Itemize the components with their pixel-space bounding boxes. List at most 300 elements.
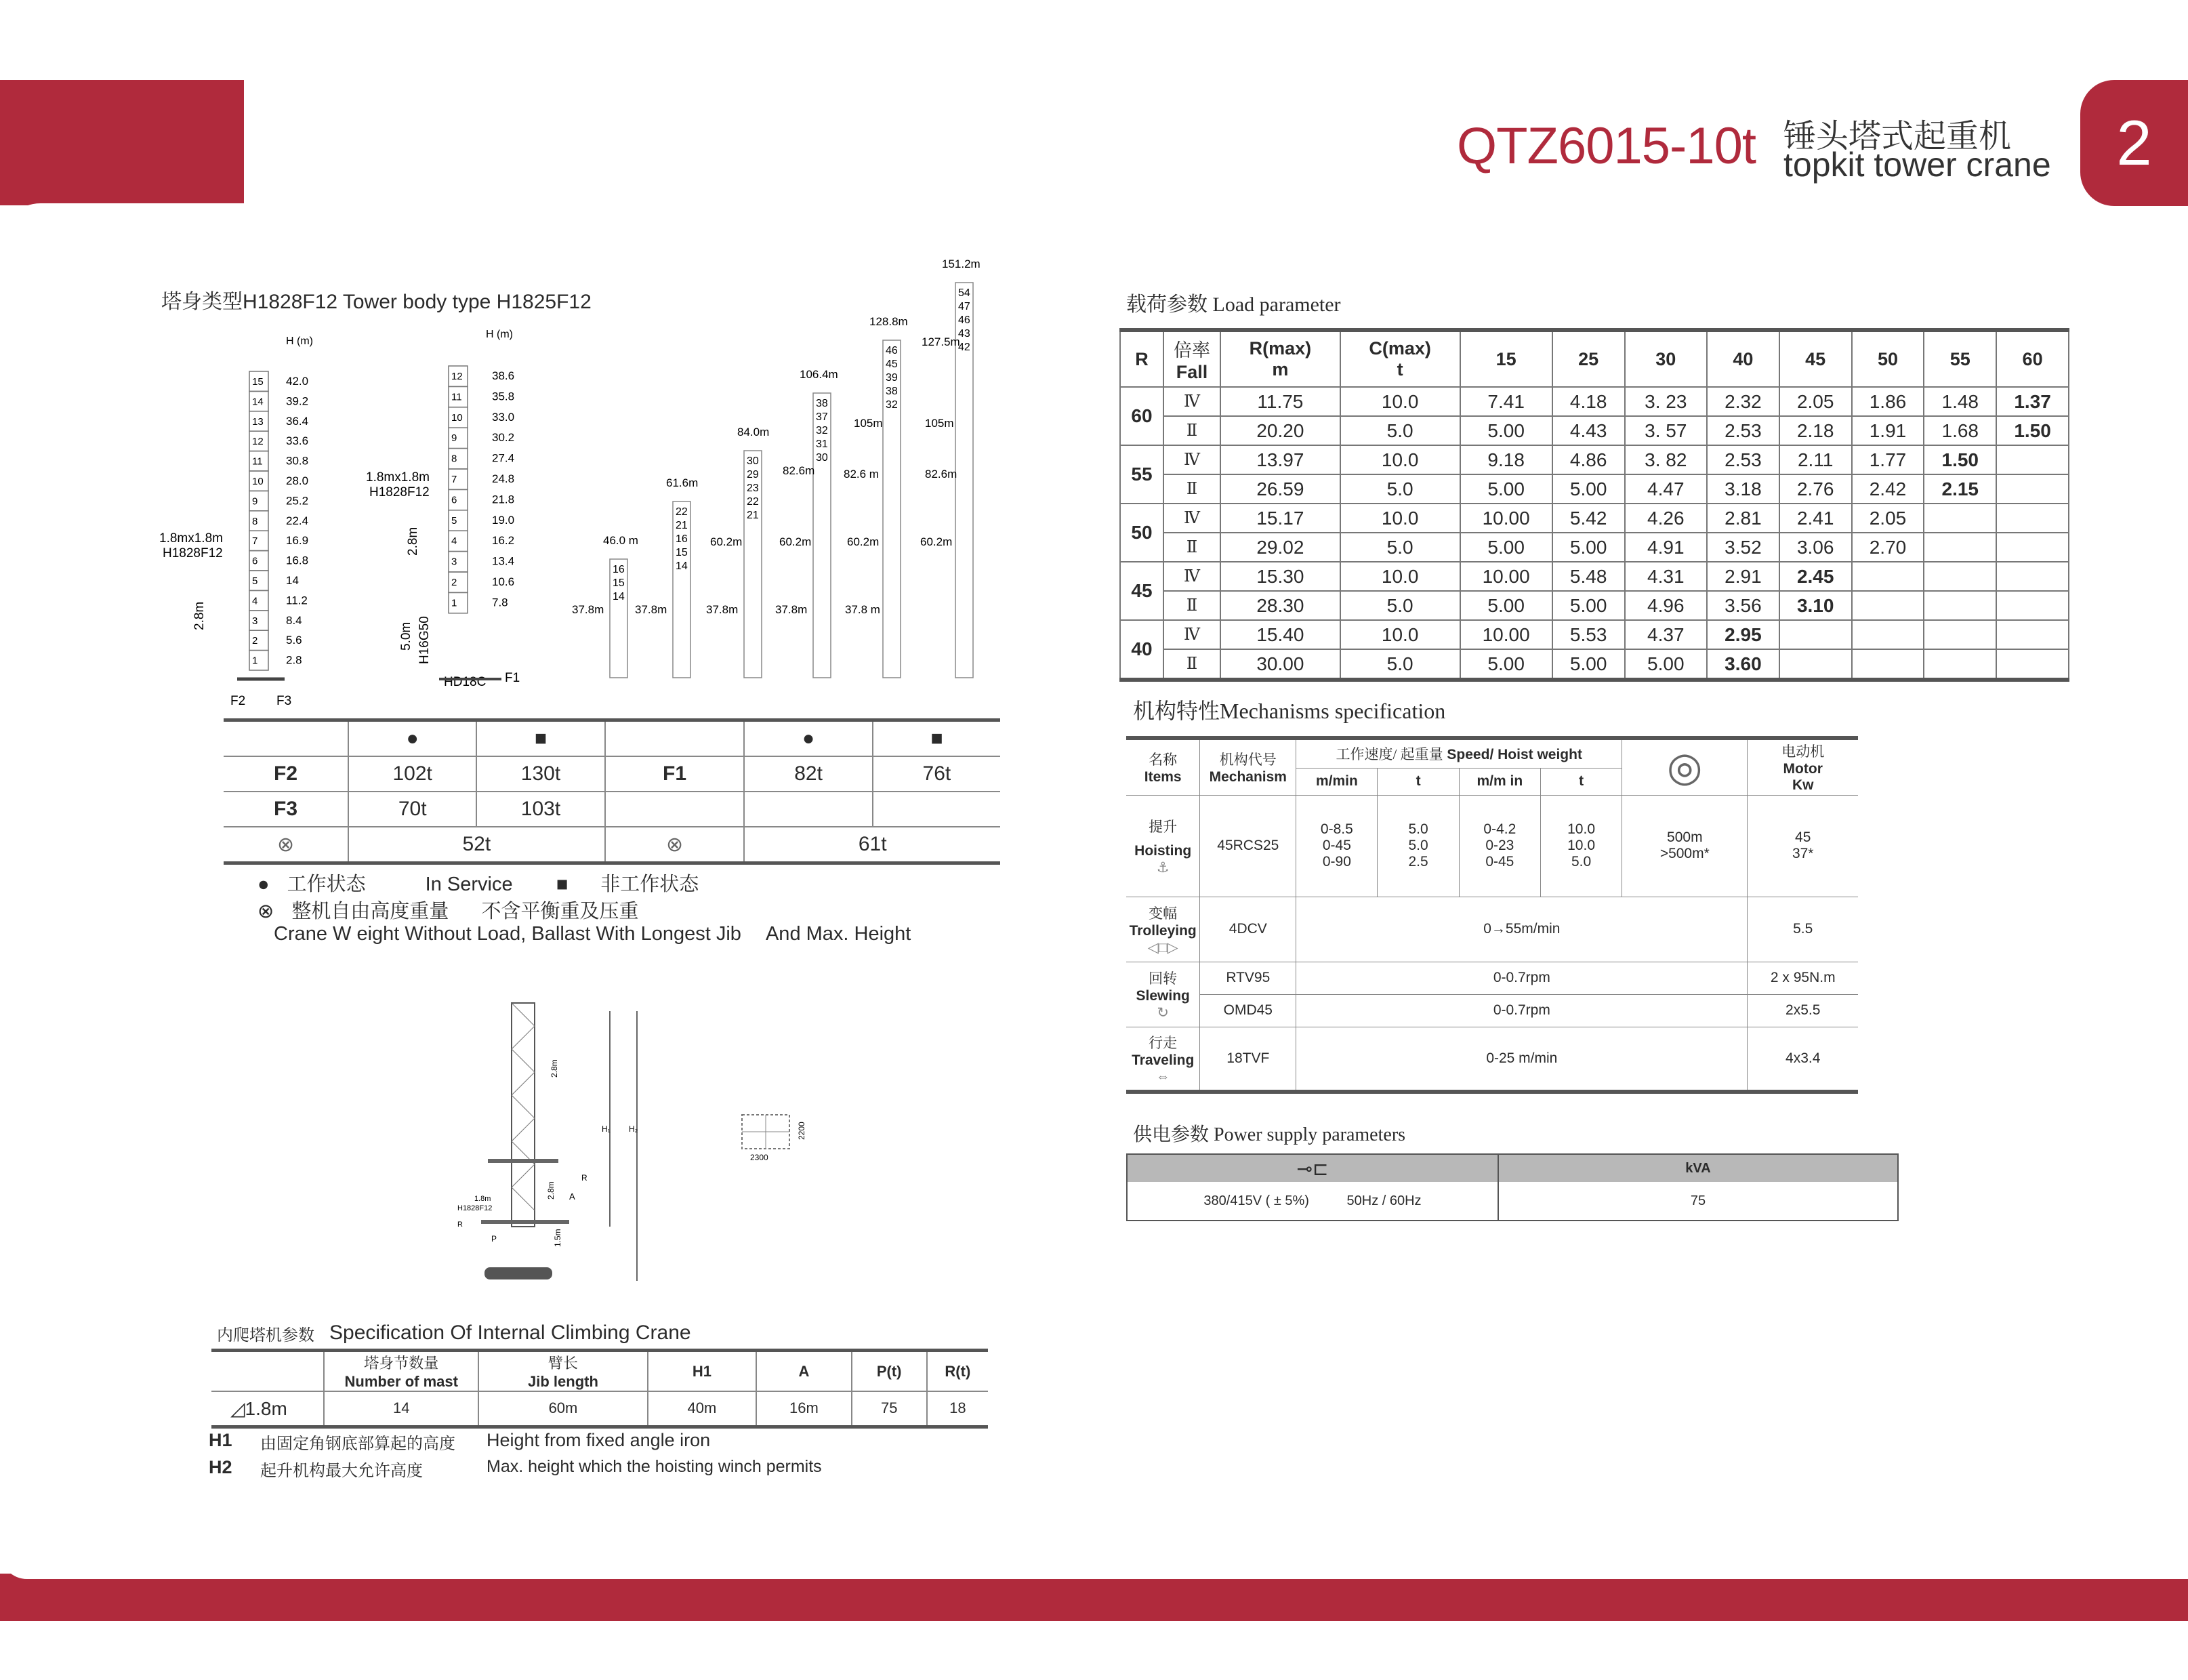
out-service-icon: ■ — [476, 720, 604, 757]
load-value: 4.26 — [1625, 504, 1707, 533]
h-mmin2: m/m in — [1459, 768, 1540, 795]
climb-dim-1: 2.8m — [550, 1059, 559, 1078]
mast-height-value: 8.4 — [286, 613, 302, 627]
power-frequency: 50Hz / 60Hz — [1346, 1193, 1422, 1208]
load-cmax: 5.0 — [1340, 649, 1460, 680]
load-fall: Ⅳ — [1163, 504, 1220, 533]
weight-en-1: Crane W eight Without Load, Ballast With Longest Jib — [274, 923, 741, 945]
load-value — [1996, 562, 2069, 591]
load-value: 5.00 — [1625, 649, 1707, 680]
load-value: 2.91 — [1707, 562, 1779, 591]
load-value: 1.50 — [1924, 445, 1996, 474]
load-value: 2.95 — [1707, 620, 1779, 649]
load-r-group: 60 — [1120, 387, 1163, 445]
mast-section-number: 15 — [252, 376, 264, 388]
f2-in-service: 102t — [348, 756, 476, 792]
load-fall: Ⅱ — [1163, 474, 1220, 504]
in-service-icon-2: ● — [744, 720, 872, 757]
load-cmax: 5.0 — [1340, 416, 1460, 445]
load-cmax: 10.0 — [1340, 387, 1460, 416]
climb-r: R — [581, 1173, 587, 1183]
mast-section-number: 1 — [451, 597, 457, 609]
jib-length-label: 60.2m — [710, 535, 743, 548]
load-value: 1.91 — [1852, 416, 1924, 445]
tower-jib-label: 37.8m — [635, 603, 667, 616]
tower-heights-group — [572, 258, 981, 678]
mast-height-value: 11.2 — [286, 594, 308, 607]
mast-section-number: 7 — [252, 535, 258, 548]
load-value: 3.06 — [1779, 533, 1852, 562]
slewing-speed1: 0-0.7rpm — [1296, 962, 1748, 994]
hoist-motor-b: 37* — [1792, 846, 1814, 861]
mast-height-value: 36.4 — [286, 414, 309, 428]
tower-section-number: 54 — [958, 287, 970, 299]
tower-section-number: 21 — [676, 520, 688, 531]
climb-h1-val: 40m — [648, 1391, 756, 1427]
load-rmax: 11.75 — [1220, 387, 1340, 416]
load-row — [1120, 533, 2069, 562]
jib-length-label: 105m — [925, 417, 954, 430]
tower-section-number: 16 — [676, 533, 688, 545]
load-rmax: 15.17 — [1220, 504, 1340, 533]
load-value: 3. 57 — [1625, 416, 1707, 445]
mast-column-1 — [249, 371, 308, 670]
h-rmax — [1220, 330, 1340, 387]
tower-elevations-diagram — [136, 258, 1016, 705]
tower-section-number: 45 — [886, 358, 898, 370]
load-value: 3. 23 — [1625, 387, 1707, 416]
load-row — [1120, 445, 2069, 474]
load-value: 5.00 — [1460, 649, 1552, 680]
mast-section-number: 11 — [252, 455, 263, 468]
load-value: 10.00 — [1460, 504, 1552, 533]
out-service-icon-2: ■ — [873, 720, 1000, 757]
hoist-motor-a: 45 — [1795, 829, 1811, 845]
climb-r-val: 18 — [949, 1399, 966, 1417]
load-value: 3.56 — [1707, 591, 1779, 620]
h-fall-cn: 倍率 — [1174, 340, 1210, 361]
weight-symbol-legend-icon: ⊗ — [257, 901, 274, 922]
load-value: 10.00 — [1460, 562, 1552, 591]
climb-mast: 14 — [324, 1391, 478, 1427]
load-parameter-title: 载荷参数 Load parameter — [1126, 293, 1341, 316]
load-value: 2.76 — [1779, 474, 1852, 504]
kva-label: kVA — [1498, 1154, 1898, 1182]
mast-height-value: 25.2 — [286, 494, 309, 508]
hoist-t2-b: 10.0 — [1567, 838, 1595, 853]
mast-height-value: 24.8 — [492, 472, 515, 485]
mast-section-number: 4 — [252, 595, 258, 607]
load-row — [1120, 591, 2069, 620]
climb-p: P — [491, 1234, 497, 1244]
load-rmax: 20.20 — [1220, 416, 1340, 445]
hoist-speed2-b: 0-23 — [1485, 838, 1514, 853]
h-unit-b: H (m) — [486, 329, 513, 340]
rope-a: 500m — [1667, 829, 1703, 845]
hoist-t2-a: 10.0 — [1567, 821, 1595, 837]
h-mast-cn: 塔身节数量 — [364, 1355, 439, 1372]
tower-height-label: 61.6m — [666, 476, 699, 489]
title-cn: 锤头塔式起重机 — [1783, 119, 2012, 155]
slew-icon: ↻ — [1157, 1004, 1169, 1021]
trolleying-cn: 变幅 — [1149, 905, 1178, 922]
h-speed-en: Speed/ Hoist weight — [1447, 747, 1582, 763]
load-rmax: 28.30 — [1220, 591, 1340, 620]
internal-climbing-diagram — [434, 996, 664, 1294]
slewing-motor1: 2 x 95N.m — [1748, 962, 1858, 994]
load-fall: Ⅱ — [1163, 533, 1220, 562]
tower-section-number: 14 — [676, 560, 688, 572]
load-value: 4.86 — [1552, 445, 1625, 474]
h-items-cn: 名称 — [1149, 752, 1178, 769]
load-rmax: 30.00 — [1220, 649, 1340, 680]
mast-column-2 — [449, 366, 514, 613]
climb-a-val: 16m — [756, 1391, 852, 1427]
tower-height-label: 84.0m — [737, 426, 770, 438]
load-value: 4.18 — [1552, 387, 1625, 416]
traveling-en: Traveling — [1132, 1052, 1195, 1068]
hoist-t1-b: 5.0 — [1408, 838, 1428, 853]
slewing-code2: OMD45 — [1200, 994, 1296, 1027]
load-value — [1924, 562, 1996, 591]
tower-section-number: 22 — [747, 496, 759, 508]
load-row — [1120, 562, 2069, 591]
out-service-cn: 非工作状态 — [600, 874, 699, 895]
mast-height-value: 27.4 — [492, 451, 515, 465]
mast-section-number: 3 — [252, 615, 258, 627]
mast-section-number: 9 — [252, 495, 258, 508]
load-cmax: 5.0 — [1340, 533, 1460, 562]
load-value: 4.96 — [1625, 591, 1707, 620]
plan-width: 2300 — [750, 1153, 768, 1162]
h-mech-cn: 机构代号 — [1219, 752, 1277, 769]
climb-mast1: 1.8m — [474, 1195, 491, 1203]
plan-height: 2200 — [797, 1122, 806, 1140]
mast-section-number: 8 — [252, 515, 258, 527]
trolley-icon: ◁□▷ — [1147, 939, 1178, 956]
h-rmax-label: R(max) — [1249, 338, 1312, 358]
f3-row-label: F3 — [224, 792, 348, 827]
mast-section-number: 13 — [252, 415, 264, 428]
tower-section-number: 14 — [613, 591, 625, 602]
mast-section-number: 4 — [451, 535, 457, 548]
dim-28: 2.8m — [192, 601, 207, 630]
load-value: 2.05 — [1779, 387, 1852, 416]
tower-body-title: 塔身类型H1828F12 Tower body type H1825F12 — [161, 291, 592, 313]
mast-section-number: 14 — [252, 396, 264, 408]
ballast-cn: 不含平衡重及压重 — [481, 901, 639, 922]
load-fall: Ⅳ — [1163, 562, 1220, 591]
load-value: 5.00 — [1460, 533, 1552, 562]
mast-section-number: 9 — [451, 432, 457, 445]
mast-height-value: 28.0 — [286, 474, 309, 487]
f3-label: F3 — [276, 694, 292, 705]
in-service-cn: 工作状态 — [287, 874, 366, 895]
load-value: 4.31 — [1625, 562, 1707, 591]
load-value: 2.18 — [1779, 416, 1852, 445]
h-motor-en: Motor — [1783, 761, 1823, 777]
mast-height-value: 21.8 — [492, 493, 515, 506]
climb-dim-2: 2.8m — [546, 1181, 556, 1200]
in-service-dot-icon: ● — [257, 874, 270, 895]
tower-section-number: 47 — [958, 301, 970, 312]
power-voltage: 380/415V ( ± 5%) — [1203, 1193, 1309, 1208]
dim-h16: H16G50 — [417, 616, 432, 664]
load-fall: Ⅱ — [1163, 591, 1220, 620]
jib-length-label: 60.2m — [779, 535, 812, 548]
mast-label-4: H1828F12 — [369, 485, 430, 499]
bottom-red-band — [0, 1574, 2188, 1621]
load-value: 5.00 — [1552, 474, 1625, 504]
load-value — [1996, 649, 2069, 680]
climb-h2: H₂ — [629, 1124, 638, 1134]
load-value: 4.91 — [1625, 533, 1707, 562]
load-value: 5.00 — [1460, 474, 1552, 504]
mast-section-number: 5 — [451, 514, 457, 527]
hoisting-en: Hoisting — [1134, 842, 1192, 859]
hoist-speed1-c: 0-90 — [1322, 854, 1351, 869]
trolleying-motor: 5.5 — [1748, 897, 1858, 962]
load-cmax: 5.0 — [1340, 591, 1460, 620]
mast-section-number: 12 — [451, 371, 463, 382]
mast-height-value: 30.2 — [492, 431, 515, 445]
load-rmax: 13.97 — [1220, 445, 1340, 474]
load-cmax: 10.0 — [1340, 620, 1460, 649]
load-value: 5.53 — [1552, 620, 1625, 649]
hoist-t1-a: 5.0 — [1408, 821, 1428, 837]
mast-height-value: 30.8 — [286, 454, 309, 468]
h-radius: 40 — [1707, 330, 1779, 387]
mast-label-1: 1.8mx1.8m — [159, 531, 223, 546]
mast-section-number: 2 — [252, 635, 258, 647]
hoist-speed2-c: 0-45 — [1485, 854, 1514, 869]
tower-section-number: 16 — [613, 564, 625, 575]
traveling-motor: 4x3.4 — [1748, 1027, 1858, 1092]
tower-section-number: 30 — [816, 452, 828, 464]
climbing-title-en: Specification Of Internal Climbing Crane — [329, 1322, 691, 1344]
jib-length-label: 82.6 m — [844, 468, 879, 480]
mast-section-number: 6 — [451, 494, 457, 506]
tower-section-number: 21 — [747, 510, 759, 521]
note-h2-cn: 起升机构最大允许高度 — [260, 1462, 423, 1480]
mast-height-value: 2.8 — [286, 653, 302, 667]
hoist-speed2-a: 0-4.2 — [1483, 821, 1516, 837]
jib-length-label: 60.2m — [920, 535, 953, 548]
tower-height-label: 128.8m — [869, 315, 908, 328]
h-rmax-unit: m — [1272, 359, 1289, 380]
mast-height-value: 16.2 — [492, 534, 515, 548]
hoisting-code: 45RCS25 — [1200, 795, 1296, 897]
h-cmax — [1340, 330, 1460, 387]
load-value: 1.50 — [1996, 416, 2069, 445]
jib-length-label: 127.5m — [922, 335, 960, 348]
load-value: 2.45 — [1779, 562, 1852, 591]
load-row — [1120, 416, 2069, 445]
slewing-motor2: 2x5.5 — [1748, 994, 1858, 1027]
tower-section-number: 15 — [676, 547, 688, 558]
mast-section-number: 11 — [451, 391, 462, 403]
h-radius: 25 — [1552, 330, 1625, 387]
mast-height-value: 35.8 — [492, 390, 515, 403]
load-value: 1.86 — [1852, 387, 1924, 416]
slewing-en: Slewing — [1136, 987, 1190, 1004]
travel-icon: ⇔ — [1155, 1068, 1170, 1084]
base-hd: HD18C — [444, 675, 487, 689]
weight-symbol-icon-2: ⊗ — [605, 827, 745, 863]
load-value — [1924, 504, 1996, 533]
load-rmax: 29.02 — [1220, 533, 1340, 562]
h-t2: t — [1540, 768, 1622, 795]
tower-section-number: 32 — [886, 399, 898, 411]
jib-length-label: 60.2m — [847, 535, 880, 548]
f2-row-label: F2 — [224, 756, 348, 792]
load-value: 2.42 — [1852, 474, 1924, 504]
load-value — [1996, 504, 2069, 533]
tower-section-number: 23 — [747, 483, 759, 494]
mast-label-3: 1.8mx1.8m — [366, 470, 430, 485]
total-weight-left: 52t — [348, 827, 605, 863]
load-value — [1996, 474, 2069, 504]
load-rmax: 15.40 — [1220, 620, 1340, 649]
load-value: 3.52 — [1707, 533, 1779, 562]
tower-height-label: 46.0 m — [603, 534, 638, 547]
load-value: 4.43 — [1552, 416, 1625, 445]
mast-section-number: 7 — [451, 474, 457, 485]
load-value — [1996, 445, 2069, 474]
load-value — [1779, 649, 1852, 680]
h-speed-cn: 工作速度/ 起重量 — [1336, 746, 1443, 763]
dim-5: 5.0m — [399, 621, 413, 651]
title-en: topkit tower crane — [1783, 146, 2051, 184]
h-cmax-label: C(max) — [1369, 338, 1431, 358]
load-rmax: 26.59 — [1220, 474, 1340, 504]
load-r-group: 55 — [1120, 445, 1163, 504]
dim-28b: 2.8m — [406, 527, 420, 556]
load-value: 5.00 — [1552, 649, 1625, 680]
load-cmax: 10.0 — [1340, 504, 1460, 533]
load-value: 2.81 — [1707, 504, 1779, 533]
h-p: P(t) — [852, 1351, 927, 1392]
mast-height-value: 33.0 — [492, 410, 515, 424]
load-value: 2.15 — [1924, 474, 1996, 504]
load-fall: Ⅳ — [1163, 387, 1220, 416]
hoist-t1-c: 2.5 — [1408, 854, 1428, 869]
note-h1-key: H1 — [209, 1430, 232, 1450]
f3-out-service: 103t — [476, 792, 604, 827]
mast-height-value: 5.6 — [286, 634, 302, 647]
tower-section-number: 42 — [958, 342, 970, 353]
h-motor-unit: Kw — [1792, 777, 1814, 794]
tower-section-number: 15 — [613, 577, 625, 589]
page-number-tab: 2 — [2080, 80, 2188, 206]
climb-jib: 60m — [478, 1391, 647, 1427]
slewing-cn: 回转 — [1149, 970, 1178, 987]
load-value: 5.00 — [1460, 591, 1552, 620]
mast-height-value: 33.6 — [286, 434, 309, 448]
load-row — [1120, 387, 2069, 416]
load-value — [1924, 591, 1996, 620]
load-value — [1924, 533, 1996, 562]
tower-section-number: 46 — [886, 345, 898, 356]
f1-row-label: F1 — [605, 756, 745, 792]
load-row — [1120, 620, 2069, 649]
mast-height-value: 22.4 — [286, 514, 309, 527]
power-supply-table — [1126, 1153, 1899, 1221]
load-value — [1924, 620, 1996, 649]
note-h2-key: H2 — [209, 1457, 232, 1477]
h-r: R — [1120, 330, 1163, 387]
trolleying-speed: 0→55m/min — [1296, 897, 1748, 962]
total-weight-right: 61t — [744, 827, 1000, 863]
mast-section-number: 1 — [252, 655, 258, 667]
jib-length-label: 82.6m — [783, 464, 815, 477]
jib-length-label: 82.6m — [925, 468, 957, 480]
tower-jib-label: 37.8m — [775, 603, 808, 616]
h-radius: 45 — [1779, 330, 1852, 387]
climb-r2: R — [457, 1221, 463, 1229]
load-fall: Ⅳ — [1163, 620, 1220, 649]
mast-section-number: 10 — [451, 411, 463, 424]
load-value: 2.41 — [1779, 504, 1852, 533]
h-fall-en: Fall — [1176, 362, 1208, 382]
h-t: t — [1378, 768, 1459, 795]
load-value: 3.10 — [1779, 591, 1852, 620]
kva-value: 75 — [1690, 1193, 1706, 1208]
mast-section-number: 5 — [252, 575, 258, 587]
load-value — [1996, 533, 2069, 562]
climbing-spec-table — [211, 1349, 988, 1429]
h-mech-en: Mechanism — [1209, 769, 1287, 785]
tower-section-number: 29 — [747, 469, 759, 480]
load-value — [1852, 562, 1924, 591]
traveling-speed: 0-25 m/min — [1296, 1027, 1748, 1092]
load-value: 5.48 — [1552, 562, 1625, 591]
mast-height-value: 19.0 — [492, 513, 515, 527]
mast-section-number: 2 — [451, 577, 457, 588]
tower-section-number: 38 — [886, 386, 898, 397]
load-r-group: 45 — [1120, 562, 1163, 620]
h-fall — [1163, 330, 1220, 387]
load-r-group: 40 — [1120, 620, 1163, 680]
load-value — [1852, 620, 1924, 649]
load-cmax: 10.0 — [1340, 445, 1460, 474]
load-value: 5.00 — [1460, 416, 1552, 445]
tower-section-number: 46 — [958, 314, 970, 326]
h-radius: 50 — [1852, 330, 1924, 387]
f3-in-service: 70t — [348, 792, 476, 827]
hoist-speed1-a: 0-8.5 — [1320, 821, 1353, 837]
tower-jib-label: 37.8 m — [845, 603, 880, 616]
weight-en-2: And Max. Height — [765, 923, 911, 945]
load-value: 1.77 — [1852, 445, 1924, 474]
traveling-code: 18TVF — [1200, 1027, 1296, 1092]
tower-jib-label: 37.8m — [706, 603, 739, 616]
cable-drum-icon: ◎ — [1667, 744, 1703, 790]
load-cmax: 5.0 — [1340, 474, 1460, 504]
h-h1: H1 — [648, 1351, 756, 1392]
load-value: 5.00 — [1552, 533, 1625, 562]
f2-out-service: 130t — [476, 756, 604, 792]
load-value — [1996, 591, 2069, 620]
top-red-band — [0, 80, 244, 205]
out-service-square-icon: ■ — [556, 874, 569, 895]
load-fall: Ⅱ — [1163, 416, 1220, 445]
tower-section-number: 31 — [816, 438, 828, 450]
climb-h1: H₁ — [602, 1124, 611, 1134]
load-value: 9.18 — [1460, 445, 1552, 474]
model-title: QTZ6015-10t — [1457, 117, 1756, 175]
load-value: 1.37 — [1996, 387, 2069, 416]
